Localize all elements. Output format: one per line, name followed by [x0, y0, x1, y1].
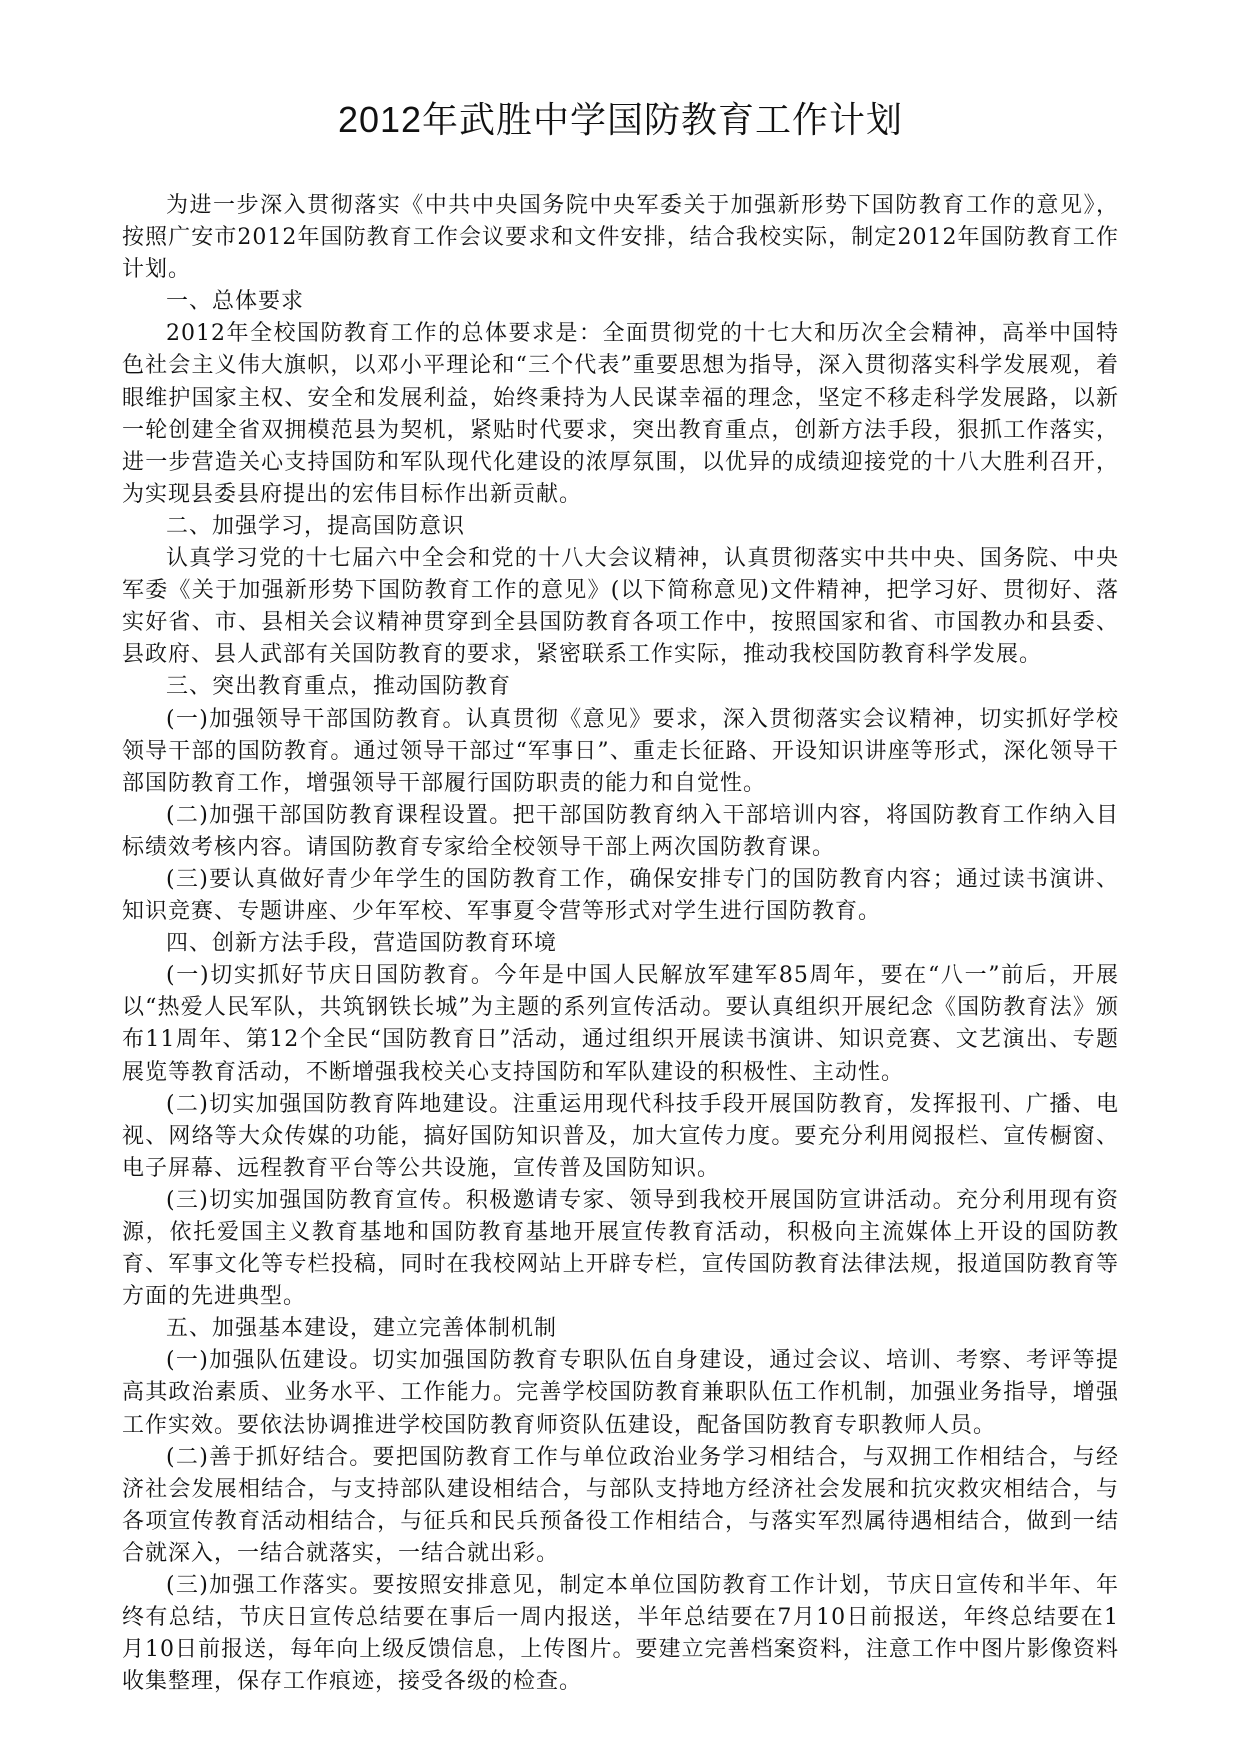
section-5-item-1: (一)加强队伍建设。切实加强国防教育专职队伍自身建设，通过会议、培训、考察、考评等提高其政治素质、业务水平、工作能力。完善学校国防教育兼职队伍工作机制，加强业务指导，增强工作实效。要依法协调推进学校国防教育师资队伍建设，配备国防教育专职教师人员。: [122, 1348, 1119, 1438]
section-3-item-2: (二)加强干部国防教育课程设置。把干部国防教育纳入干部培训内容，将国防教育工作纳入目标绩效考核内容。请国防教育专家给全校领导干部上两次国防教育课。: [122, 802, 1119, 860]
section-5-item-2: (二)善于抓好结合。要把国防教育工作与单位政治业务学习相结合，与双拥工作相结合，与经济社会发展相结合，与支持部队建设相结合，与部队支持地方经济社会发展和抗灾救灾相结合，与各项宣传教育活动相结合，与征兵和民兵预备役工作相结合，与落实军烈属待遇相结合，做到一结合就深入，一结合就落实，一结合就出彩。: [122, 1444, 1119, 1566]
section-2-paragraph: 认真学习党的十七届六中全会和党的十八大会议精神，认真贯彻落实中共中央、国务院、中央军委《关于加强新形势下国防教育工作的意见》(以下简称意见)文件精神，把学习好、贯彻好、落实好省、市、县相关会议精神贯穿到全县国防教育各项工作中，按照国家和省、市国教办和县委、县政府、县人武部有关国防教育的要求，紧密联系工作实际，推动我校国防教育科学发展。: [122, 546, 1119, 668]
section-heading-4: 四、创新方法手段，营造国防教育环境: [166, 931, 558, 957]
section-3-item-1: (一)加强领导干部国防教育。认真贯彻《意见》要求，深入贯彻落实会议精神，切实抓好学校领导干部的国防教育。通过领导干部过“军事日”、重走长征路、开设知识讲座等形式，深化领导干部国防教育工作，增强领导干部履行国防职责的能力和自觉性。: [122, 706, 1119, 796]
section-3-item-3: (三)要认真做好青少年学生的国防教育工作，确保安排专门的国防教育内容；通过读书演讲、知识竞赛、专题讲座、少年军校、军事夏令营等形式对学生进行国防教育。: [122, 866, 1119, 925]
document-title: 2012年武胜中学国防教育工作计划: [337, 99, 904, 140]
section-heading-1: 一、总体要求: [166, 289, 305, 315]
section-heading-5: 五、加强基本建设，建立完善体制机制: [166, 1316, 558, 1342]
section-heading-3: 三、突出教育重点，推动国防教育: [166, 674, 512, 700]
section-4-item-3: (三)切实加强国防教育宣传。积极邀请专家、领导到我校开展国防宣讲活动。充分利用现有资源，依托爱国主义教育基地和国防教育基地开展宣传教育活动，积极向主流媒体上开设的国防教育、军事文化等专栏投稿，同时在我校网站上开辟专栏，宣传国防教育法律法规，报道国防教育等方面的先进典型。: [122, 1187, 1119, 1310]
section-5-item-3: (三)加强工作落实。要按照安排意见，制定本单位国防教育工作计划，节庆日宣传和半年、年终有总结，节庆日宣传总结要在事后一周内报送，半年总结要在7月10日前报送，年终总结要在1月10日前报送，每年向上级反馈信息，上传图片。要建立完善档案资料，注意工作中图片影像资料收集整理，保存工作痕迹，接受各级的检查。: [122, 1573, 1119, 1695]
document-body: [122, 190, 1119, 1698]
section-4-item-2: (二)切实加强国防教育阵地建设。注重运用现代科技手段开展国防教育，发挥报刊、广播、电视、网络等大众传媒的功能，搞好国防知识普及，加大宣传力度。要充分利用阅报栏、宣传橱窗、电子屏幕、远程教育平台等公共设施，宣传普及国防知识。: [122, 1091, 1119, 1181]
intro-paragraph: 为进一步深入贯彻落实《中共中央国务院中央军委关于加强新形势下国防教育工作的意见》，按照广安市2012年国防教育工作会议要求和文件安排，结合我校实际，制定2012年国防教育工作计划。: [122, 193, 1119, 283]
section-4-item-1: (一)切实抓好节庆日国防教育。今年是中国人民解放军建军85周年，要在“八一”前后，开展以“热爱人民军队，共筑钢铁长城”为主题的系列宣传活动。要认真组织开展纪念《国防教育法》颁布11周年、第12个全民“国防教育日”活动，通过组织开展读书演讲、知识竞赛、文艺演出、专题展览等教育活动，不断增强我校关心支持国防和军队建设的积极性、主动性。: [122, 963, 1119, 1085]
section-1-paragraph: 2012年全校国防教育工作的总体要求是：全面贯彻党的十七大和历次全会精神，高举中国特色社会主义伟大旗帜，以邓小平理论和“三个代表”重要思想为指导，深入贯彻落实科学发展观，着眼维护国家主权、安全和发展利益，始终秉持为人民谋幸福的理念，坚定不移走科学发展路，以新一轮创建全省双拥模范县为契机，紧贴时代要求，突出教育重点，创新方法手段，狠抓工作落实，进一步营造关心支持国防和军队现代化建设的浓厚氛围，以优异的成绩迎接党的十八大胜利召开，为实现县委县府提出的宏伟目标作出新贡献。: [122, 321, 1119, 507]
section-heading-2: 二、加强学习，提高国防意识: [166, 513, 466, 539]
